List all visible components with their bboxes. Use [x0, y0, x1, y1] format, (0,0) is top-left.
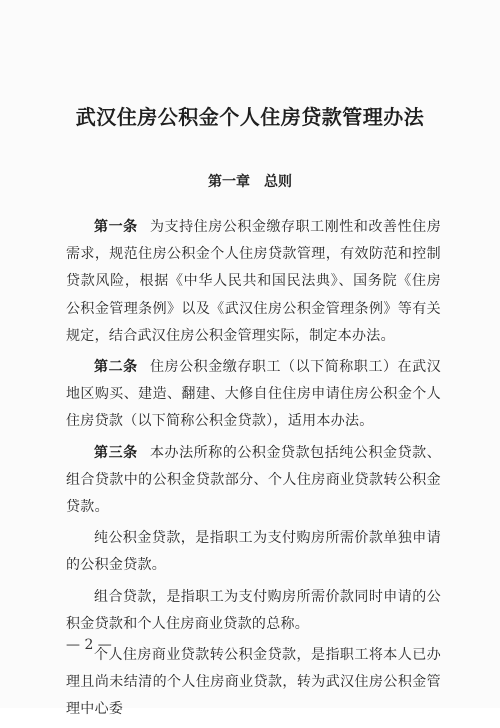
page-number: — 2 —: [66, 637, 112, 653]
paragraph-text: 个人住房商业贷款转公积金贷款，是指职工将本人已办理且尚未结清的个人住房商业贷款，转为武汉住房公积金管理中心委: [66, 647, 441, 718]
article-label: 第一条: [94, 219, 138, 235]
article-1: [66, 214, 441, 350]
paragraph: [66, 642, 441, 724]
document-title: 武汉住房公积金个人住房贷款管理办法: [75, 105, 425, 129]
paragraph: [66, 525, 441, 579]
chapter-heading: [0, 171, 500, 191]
article-text: 本办法所称的公积金贷款包括纯公积金贷款、组合贷款中的公积金贷款部分、个人住房商业贷款转公积金贷款。: [66, 444, 442, 516]
chapter-number: 第一章: [208, 174, 250, 190]
paragraph: [66, 584, 441, 638]
article-text: 住房公积金缴存职工（以下简称职工）在武汉地区购买、建造、翻建、大修自住住房申请住房公积金个人住房贷款（以下简称公积金贷款），适用本办法。: [66, 359, 442, 430]
paragraph-text: 组合贷款，是指职工为支付购房所需价款同时申请的公积金贷款和个人住房商业贷款的总称。: [66, 588, 441, 632]
article-label: 第二条: [94, 359, 138, 376]
article-text: 为支持住房公积金缴存职工刚性和改善性住房需求，规范住房公积金个人住房贷款管理，有效防范和控制贷款风险，根据《中华人民共和国民法典》、国务院《住房公积金管理条例》以及《武汉住房公积金管理条例》等有关规定，结合武汉住房公积金管理实际，制定本办法。: [66, 219, 442, 344]
body-text: [66, 214, 441, 728]
paragraph-text: 纯公积金贷款，是指职工为支付购房所需价款单独申请的公积金贷款。: [66, 530, 441, 574]
article-2: [66, 354, 441, 436]
chapter-name: 总则: [264, 174, 292, 190]
article-label: 第三条: [94, 444, 138, 461]
article-3: [66, 440, 441, 522]
